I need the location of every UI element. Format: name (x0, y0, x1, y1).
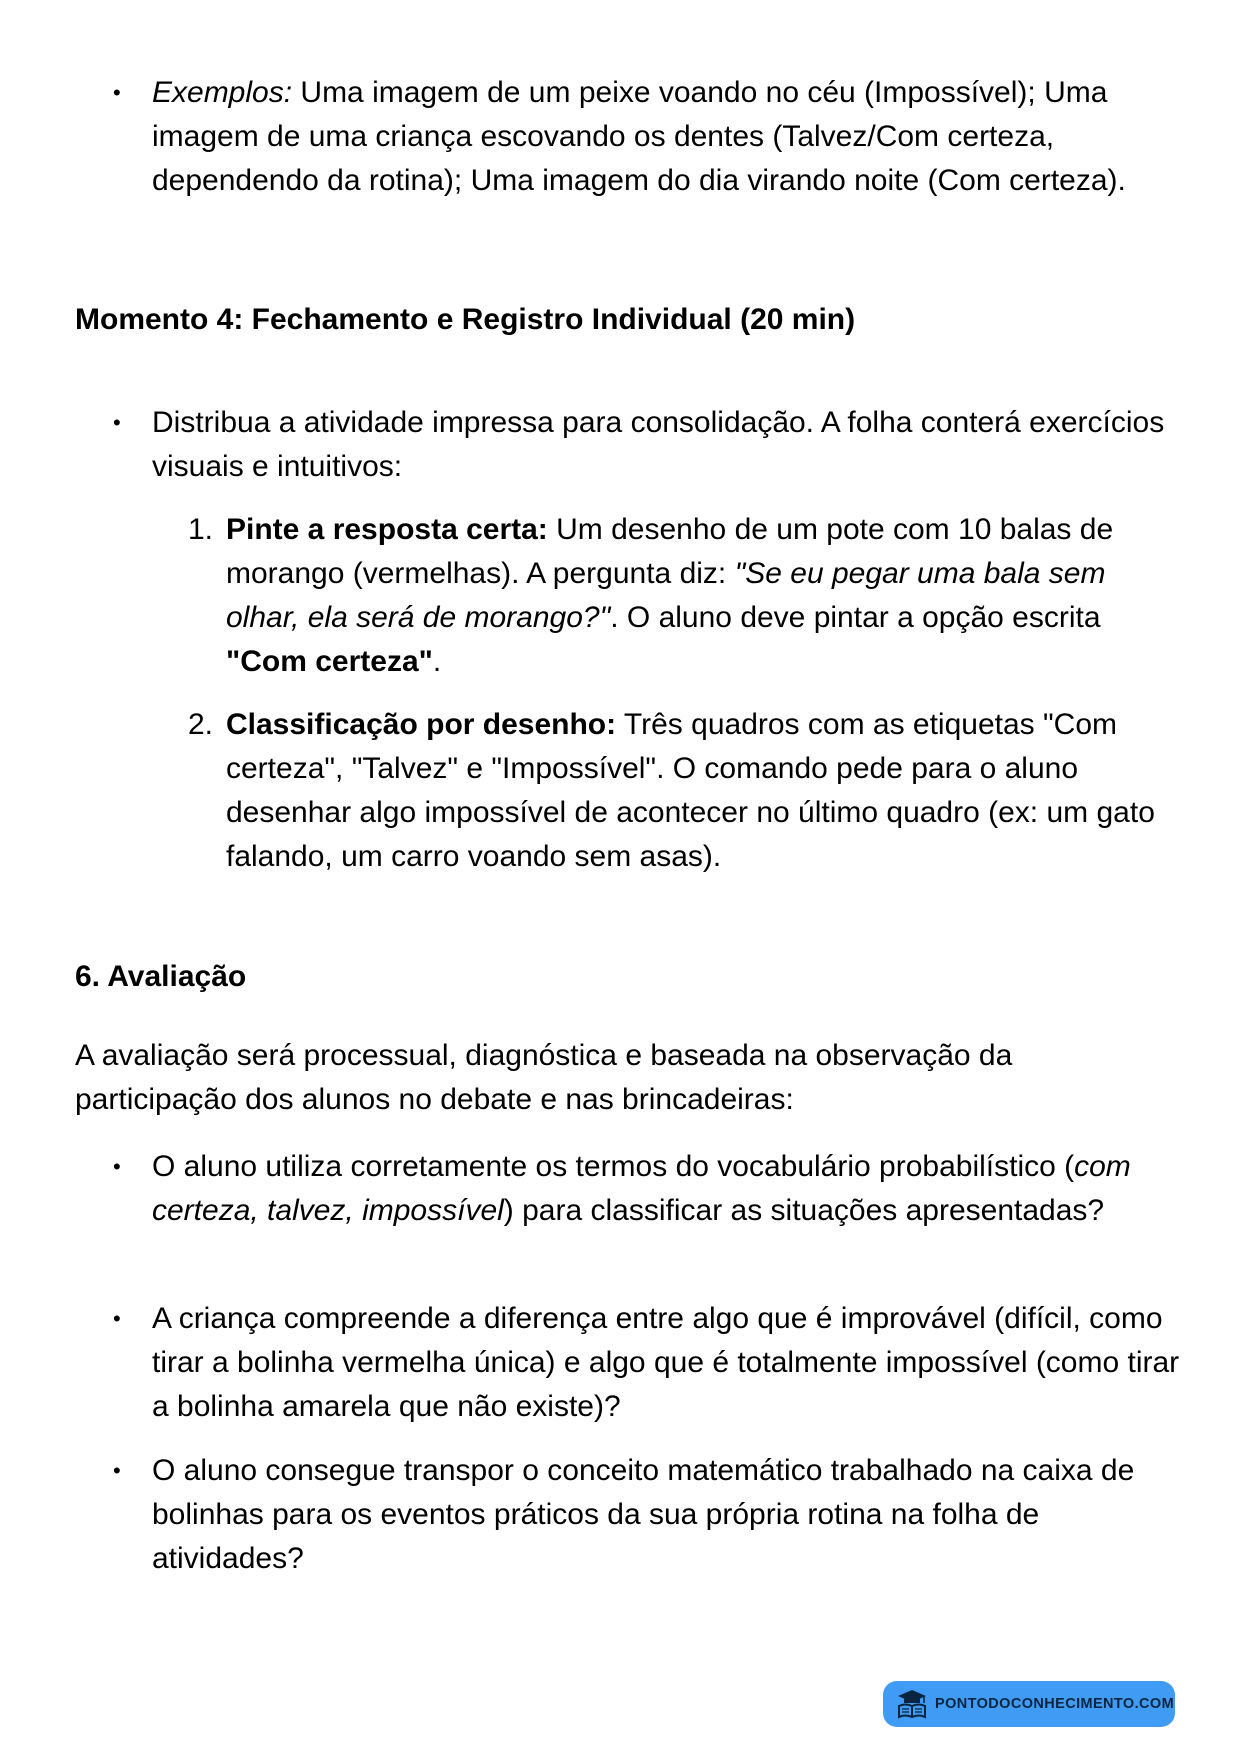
item-quote: "Se eu pegar uma bala sem olhar, ela será de morango?" (226, 557, 1106, 634)
item-text: . (432, 645, 442, 678)
bullet-marker: • (113, 1458, 121, 1483)
evaluation-paragraph: A avaliação será processual, diagnóstica e baseada na observação da participação dos alunos no debate e nas brincadeiras: (75, 1039, 1013, 1116)
numbered-item-1 (188, 508, 1186, 684)
item-number: 1. (188, 513, 214, 546)
item-text: Um desenho de um pote com 10 balas de morango (vermelhas). A pergunta diz: (226, 513, 1114, 590)
evaluation-heading: 6. Avaliação (75, 960, 247, 993)
item-title: Pinte a resposta certa: (226, 513, 548, 546)
item-answer: "Com certeza" (226, 645, 433, 678)
moment4-bullet-text: Distribua a atividade impressa para consolidação. A folha conterá exercícios visuais e intuitivos: (152, 406, 1165, 483)
bullet-text: O aluno consegue transpor o conceito matemático trabalhado na caixa de bolinhas para os eventos práticos da sua própria rotina na folha de atividades? (152, 1454, 1135, 1575)
evaluation-bullet-3 (113, 1449, 1182, 1581)
item-number: 2. (188, 708, 214, 741)
examples-text: Uma imagem de um peixe voando no céu (Impossível); Uma imagem de uma criança escovando os dentes (Talvez/Com certeza, dependendo da rotina); Uma imagem do dia virando noite (Com certeza). (152, 76, 1126, 197)
examples-bullet (113, 71, 1182, 203)
logo-text: PONTODOCONHECIMENTO.COM (935, 1696, 1175, 1712)
site-logo[interactable] (883, 1681, 1175, 1727)
item-title: Classificação por desenho: (226, 708, 617, 741)
bullet-text: A criança compreende a diferença entre algo que é improvável (difícil, como tirar a bolinha vermelha única) e algo que é totalmente impossível (como tirar a bolinha amarela que não existe)? (152, 1302, 1180, 1423)
numbered-item-2 (188, 703, 1186, 879)
bullet-text: ) para classificar as situações apresentadas? (503, 1194, 1105, 1227)
moment4-heading: Momento 4: Fechamento e Registro Individual (20 min) (75, 303, 856, 336)
moment4-bullet (113, 401, 1182, 489)
bullet-marker: • (113, 1154, 121, 1179)
evaluation-bullet-1 (113, 1145, 1182, 1233)
bullet-marker: • (113, 1306, 121, 1331)
examples-label: Exemplos: (152, 76, 293, 109)
item-text: . O aluno deve pintar a opção escrita (610, 601, 1101, 634)
item-text: Três quadros com as etiquetas "Com certeza", "Talvez" e "Impossível". O comando pede para o aluno desenhar algo impossível de acontecer no último quadro (ex: um gato falando, um carro voando sem asas). (226, 708, 1155, 873)
graduation-book-icon (895, 1687, 929, 1721)
evaluation-bullet-2 (113, 1297, 1182, 1429)
bullet-marker: • (113, 410, 121, 435)
bullet-marker: • (113, 80, 121, 105)
bullet-text: O aluno utiliza corretamente os termos do vocabulário probabilístico ( (152, 1150, 1075, 1183)
bullet-terms: com certeza, talvez, impossível (152, 1150, 1131, 1227)
